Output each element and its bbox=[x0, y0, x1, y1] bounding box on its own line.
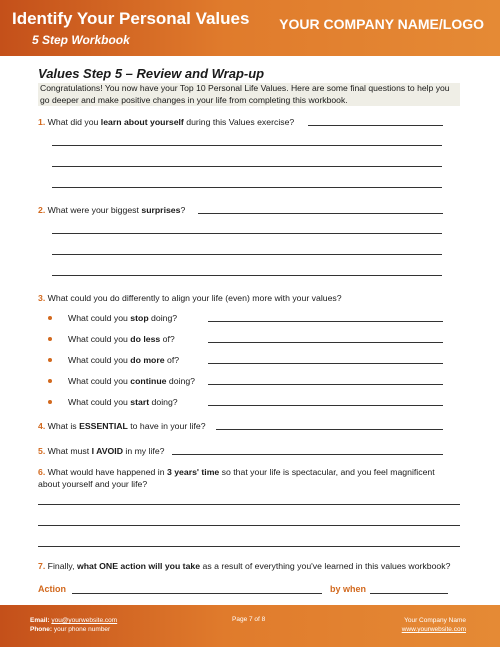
website-link[interactable]: www.yourwebsite.com bbox=[401, 626, 466, 633]
page-header bbox=[0, 0, 500, 56]
footer-company bbox=[402, 616, 466, 634]
answer-line-q1-2[interactable] bbox=[52, 166, 442, 167]
question-emphasis: learn about yourself bbox=[100, 117, 184, 127]
answer-line-q2-inline[interactable] bbox=[198, 213, 443, 214]
question-number: 4. bbox=[38, 421, 46, 431]
answer-line-stop[interactable] bbox=[208, 321, 443, 322]
question-text: What is bbox=[47, 421, 80, 431]
answer-line-q6-1[interactable] bbox=[38, 504, 460, 505]
step-title: Values Step 5 – Review and Wrap-up bbox=[38, 66, 265, 81]
question-7 bbox=[38, 561, 450, 571]
answer-line-q2-2[interactable] bbox=[52, 254, 442, 255]
answer-line-q1-3[interactable] bbox=[52, 187, 442, 188]
question-text-end: as a result of everything you've learned in this values workbook? bbox=[200, 561, 451, 571]
intro-box bbox=[38, 83, 460, 106]
phone-number: your phone number bbox=[53, 626, 111, 633]
question-text: Finally, bbox=[47, 561, 77, 571]
question-number: 2. bbox=[38, 205, 46, 215]
answer-line-continue[interactable] bbox=[208, 384, 443, 385]
answer-line-q2-3[interactable] bbox=[52, 275, 442, 276]
answer-line-q6-2[interactable] bbox=[38, 525, 460, 526]
question-number: 3. bbox=[38, 293, 46, 303]
footer-contact bbox=[30, 616, 117, 634]
question-2 bbox=[38, 205, 185, 215]
bullet-icon bbox=[48, 400, 52, 404]
question-text: What could you do differently to align your life (even) more with your values? bbox=[47, 293, 342, 303]
bullet-icon bbox=[48, 316, 52, 320]
bullet-text: What could you do less of? bbox=[68, 334, 175, 344]
question-emphasis: surprises bbox=[141, 205, 181, 215]
question-text-end: ? bbox=[180, 205, 186, 215]
question-number: 5. bbox=[38, 446, 46, 456]
answer-line-start[interactable] bbox=[208, 405, 443, 406]
question-text: What did you bbox=[47, 117, 101, 127]
email-label: Email: bbox=[30, 617, 50, 624]
action-answer-line[interactable] bbox=[72, 593, 322, 594]
bullet-text: What could you start doing? bbox=[68, 397, 178, 407]
question-text-end: so that your life is spectacular, and you feel magnificent bbox=[219, 467, 435, 477]
phone-label: Phone: bbox=[30, 626, 53, 633]
question-text: What must bbox=[47, 446, 92, 456]
answer-line-q5[interactable] bbox=[172, 454, 443, 455]
question-emphasis: 3 years' time bbox=[166, 467, 220, 477]
bullet-icon bbox=[48, 379, 52, 383]
question-text-end: in my life? bbox=[122, 446, 165, 456]
question-6-line-2: about yourself and your life? bbox=[38, 479, 148, 489]
by-when-answer-line[interactable] bbox=[370, 593, 448, 594]
question-text-end: during this Values exercise? bbox=[183, 117, 295, 127]
by-when-label: by when bbox=[330, 584, 367, 594]
company-logo: YOUR COMPANY NAME/LOGO bbox=[279, 16, 484, 32]
question-1 bbox=[38, 117, 294, 127]
question-emphasis: what ONE action will you take bbox=[76, 561, 201, 571]
question-number: 6. bbox=[38, 467, 46, 477]
bullet-text: What could you continue doing? bbox=[68, 376, 196, 386]
question-number: 1. bbox=[38, 117, 46, 127]
answer-line-do-less[interactable] bbox=[208, 342, 443, 343]
page-footer bbox=[0, 605, 500, 647]
question-text: What were your biggest bbox=[47, 205, 142, 215]
company-name: Your Company Name bbox=[404, 617, 466, 624]
answer-line-do-more[interactable] bbox=[208, 363, 443, 364]
bullet-text: What could you stop doing? bbox=[68, 313, 178, 323]
question-3 bbox=[38, 293, 342, 303]
action-label: Action bbox=[38, 584, 66, 594]
answer-line-q4[interactable] bbox=[216, 429, 443, 430]
bullet-icon bbox=[48, 337, 52, 341]
intro-line-2: go deeper and make positive changes in your life from completing this workbook. bbox=[40, 94, 348, 105]
question-4 bbox=[38, 421, 206, 431]
page-number: Page 7 of 8 bbox=[232, 616, 266, 623]
email-link[interactable]: you@yourwebsite.com bbox=[51, 617, 118, 624]
bullet-icon bbox=[48, 358, 52, 362]
question-emphasis: ESSENTIAL bbox=[79, 421, 128, 431]
intro-line-1: Congratulations! You now have your Top 10 Personal Life Values. Here are some final questions to help you bbox=[40, 83, 450, 93]
question-emphasis: I AVOID bbox=[91, 446, 123, 456]
question-number: 7. bbox=[38, 561, 46, 571]
question-text-end: to have in your life? bbox=[127, 421, 206, 431]
question-6 bbox=[38, 467, 435, 477]
workbook-title: Identify Your Personal Values bbox=[12, 9, 250, 28]
question-5 bbox=[38, 446, 165, 456]
question-text: What would have happened in bbox=[47, 467, 167, 477]
workbook-subtitle: 5 Step Workbook bbox=[32, 33, 130, 47]
answer-line-q1-inline[interactable] bbox=[308, 125, 443, 126]
answer-line-q2-1[interactable] bbox=[52, 233, 442, 234]
bullet-text: What could you do more of? bbox=[68, 355, 180, 365]
answer-line-q6-3[interactable] bbox=[38, 546, 460, 547]
answer-line-q1-1[interactable] bbox=[52, 145, 442, 146]
